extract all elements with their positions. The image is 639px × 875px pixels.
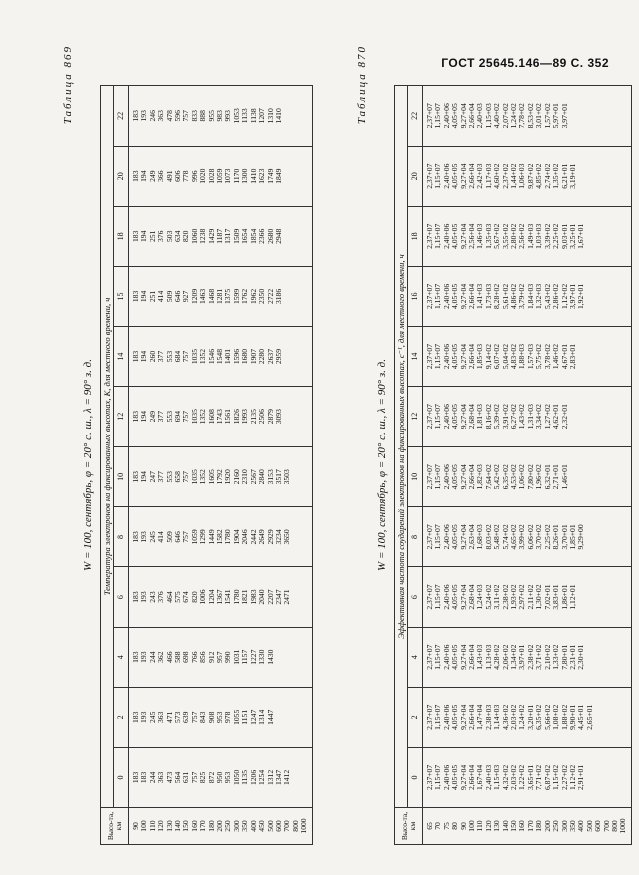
hour-header: 12	[114, 387, 129, 447]
hour-header: 10	[114, 447, 129, 507]
table-row	[423, 86, 632, 845]
table-870-subtitle: W = 100, сентябрь, φ = 20° с. ш., λ = 90° з. д.	[376, 359, 388, 571]
value-column: 2,37+07 1,15+07 2,40+06 4,05+05 9,27+04 2,56+04 1,46+03 1,35+03 5,67+02 3,55+02 2,80+02 2,56+02 1,49+03 1,03+03 3,39+02 2,25+02 9,03+01 3,25+01 1,67+01	[423, 206, 632, 266]
value-column: 2,37+07 1,15+07 2,40+06 4,05+05 9,27+04 2,66+04 1,41+03 1,73+03 8,28+02 5,61+02 4,86+02 3,79+02 1,84+03 1,32+03 5,43+02 2,86+02 1,12+02 3,97+01 1,92+01	[423, 266, 632, 326]
value-column: 183 193 244 362 466 588 698 766 856 912 957 990 1031 1157 1227 1330 1430	[129, 627, 313, 687]
hours-row	[408, 86, 423, 845]
hour-header: 14	[114, 327, 129, 387]
value-column: 2,37+07 1,15+07 2,40+06 4,05+05 9,27+04 2,68+04 1,81+03 8,16+02 5,39+02 3,91+02 6,27+02 1,43+02 1,31+03 3,34+02 1,27+02 4,62+01 2,32+01	[423, 387, 632, 447]
value-column: 2,37+07 1,15+07 2,40+06 4,05+05 9,27+04 2,63+04 1,68+03 8,03+02 5,48+02 5,74+02 4,65+02 3,99+02 6,06+02 3,70+02 2,25+02 8,26+01 3,70+01 1,85+01 9,29+00	[423, 507, 632, 567]
hour-header: 4	[114, 627, 129, 687]
hour-header: 0	[408, 747, 423, 807]
value-column: 183 193 245 363 471 573 639 757 843 908 953 978 1055 1151 1247 1314 1447	[129, 687, 313, 747]
value-column: 2,37+07 1,15+07 2,40+06 4,05+05 9,27+04 2,66+04 2,42+03 1,17+03 4,60+02 2,37+02 1,44+02 1,06+03 9,87+02 4,85+02 2,74+02 1,35+02 6,21+01 3,19+01	[423, 146, 632, 206]
value-column: 2,37+07 1,15+07 2,40+06 4,05+05 9,27+04 2,66+04 1,82+03 7,64+02 5,42+02 6,35+02 4,53+02 1,06+02 7,80+02 1,96+02 6,32+01 2,71+01 1,46+01	[423, 447, 632, 507]
table-870-caption: Эффективная частота соударений электронов на фиксированных высотах, с⁻¹, для местного времени, ч	[395, 86, 408, 808]
value-column: 2,37+07 1,15+07 2,40+06 4,05+05 9,27+04 2,68+04 1,24+03 5,24+02 3,11+02 2,38+02 1,93+02 2,97+02 2,11+02 1,30+02 7,02+01 3,83+01 1,86+01 1,12+01	[423, 567, 632, 627]
hour-header: 18	[114, 206, 129, 266]
hour-header: 10	[408, 447, 423, 507]
value-column: 2,37+07 1,15+07 2,40+06 4,05+05 9,27+04 2,66+04 2,40+03 1,15+03 4,40+02 2,07+02 1,24+02 7,78+02 8,53+02 3,01+02 1,57+02 5,97+01 3,97+01	[423, 86, 632, 147]
value-column: 183 194 251 414 509 646 927 1209 1463 1468 1281 1375 1599 1762 1962 2350 2722 3186	[129, 266, 313, 326]
table-row	[129, 86, 313, 845]
hour-header: 8	[114, 507, 129, 567]
value-column: 2,37+07 1,15+07 2,40+06 4,05+05 9,27+04 2,66+04 1,67+04 2,40+03 1,15+03 4,32+02 2,03+02 1,22+02 3,65+01 7,71+02 6,87+02 1,15+02 2,27+02 1,12+02 2,91+01	[423, 747, 632, 807]
hour-header: 4	[408, 627, 423, 687]
value-column: 2,37+07 1,15+07 2,40+06 4,05+05 9,27+04 2,66+04 1,47+04 2,38+03 1,14+03 4,36+02 2,03+02 1,24+02 3,20+01 6,35+02 5,66+02 1,08+02 1,88+02 9,90+01 4,45+01 2,65+01	[423, 687, 632, 747]
height-values: 65 70 75 80 90 100 110 120 130 140 150 160 170 180 200 250 300 350 400 500 600 700 800 1000	[423, 808, 632, 845]
hour-header: 22	[408, 86, 423, 147]
hour-header: 6	[114, 567, 129, 627]
value-column: 183 193 246 363 478 596 757 833 888 955 983 993 1053 1133 1138 1207 1310 1410	[129, 86, 313, 147]
table-870-title: Таблица 870	[356, 45, 368, 125]
value-column: 183 194 249 377 553 694 757 1035 1352 1608 1743 1561 1826 1993 2135 2506 2879 3093	[129, 387, 313, 447]
hour-header: 20	[408, 146, 423, 206]
value-column: 183 193 245 414 509 646 757 1059 1299 1449 1582 1780 1904 2046 2442 2649 2929 3234 3650	[129, 507, 313, 567]
height-values: 90 100 110 120 130 140 150 160 170 180 200 250 300 350 400 450 500 600 700 800 1000	[129, 808, 313, 845]
hour-header: 2	[114, 687, 129, 747]
hours-row	[114, 86, 129, 845]
value-column: 183 194 249 366 491 606 778 996 1020 1028 1059 1073 1170 1300 1410 1623 1749 1849	[129, 146, 313, 206]
hour-header: 15	[114, 266, 129, 326]
hour-header: 22	[114, 86, 129, 147]
hour-header: 6	[408, 567, 423, 627]
table-870	[394, 85, 632, 845]
hour-header: 14	[408, 327, 423, 387]
height-column-header: Высо-та, км	[101, 808, 129, 845]
table-869-title: Таблица 869	[62, 45, 74, 125]
hour-header: 2	[408, 687, 423, 747]
value-column: 183 193 243 376 464 575 674 820 1006 1204 1367 1541 1780 1821 1983 2040 2207 2347 2471	[129, 567, 313, 627]
hour-header: 20	[114, 146, 129, 206]
page-header: ГОСТ 25645.146—89 С. 352	[441, 56, 609, 70]
hour-header: 18	[408, 206, 423, 266]
value-column: 2,37+07 1,15+07 2,40+06 4,05+05 9,27+04 2,66+04 1,85+03 9,14+02 6,07+02 5,04+02 4,83+02 1,88+03 1,57+03 5,75+02 3,78+02 1,46+02 4,67+01 2,83+01	[423, 327, 632, 387]
hour-header: 0	[114, 747, 129, 807]
value-column: 183 194 260 377 553 684 757 1035 1352 1546 1548 1401 1596 1680 1907 2280 2637 2959	[129, 327, 313, 387]
value-column: 183 183 244 363 473 564 631 757 825 872 950 953 1050 1135 1206 1254 1312 1347 1412	[129, 747, 313, 807]
value-column: 183 194 247 377 553 658 757 1035 1352 1605 1792 1920 2160 2310 2567 2840 3153 3517 3503	[129, 447, 313, 507]
value-column: 183 194 251 376 503 634 820 1060 1238 1429 1187 1317 1509 1654 1854 2366 2680 2948	[129, 206, 313, 266]
table-869-caption: Температура электронов на фиксированных высотах, К, для местного времени, ч	[101, 86, 114, 808]
value-column: 2,37+07 1,15+07 2,40+06 4,05+05 9,27+04 2,66+04 1,43+03 1,13+03 4,28+02 2,06+02 1,34+02 3,97+01 2,38+02 3,71+02 2,10+02 1,33+02 7,80+01 2,31+01 2,30+01	[423, 627, 632, 687]
height-column-header: Высо-та, км	[395, 808, 423, 845]
rotated-page	[60, 45, 628, 845]
table-869-subtitle: W = 100, сентябрь, φ = 20° с. ш., λ = 90° з. д.	[82, 359, 94, 571]
hour-header: 8	[408, 507, 423, 567]
hour-header: 16	[408, 266, 423, 326]
hour-header: 12	[408, 387, 423, 447]
table-869	[100, 85, 313, 845]
